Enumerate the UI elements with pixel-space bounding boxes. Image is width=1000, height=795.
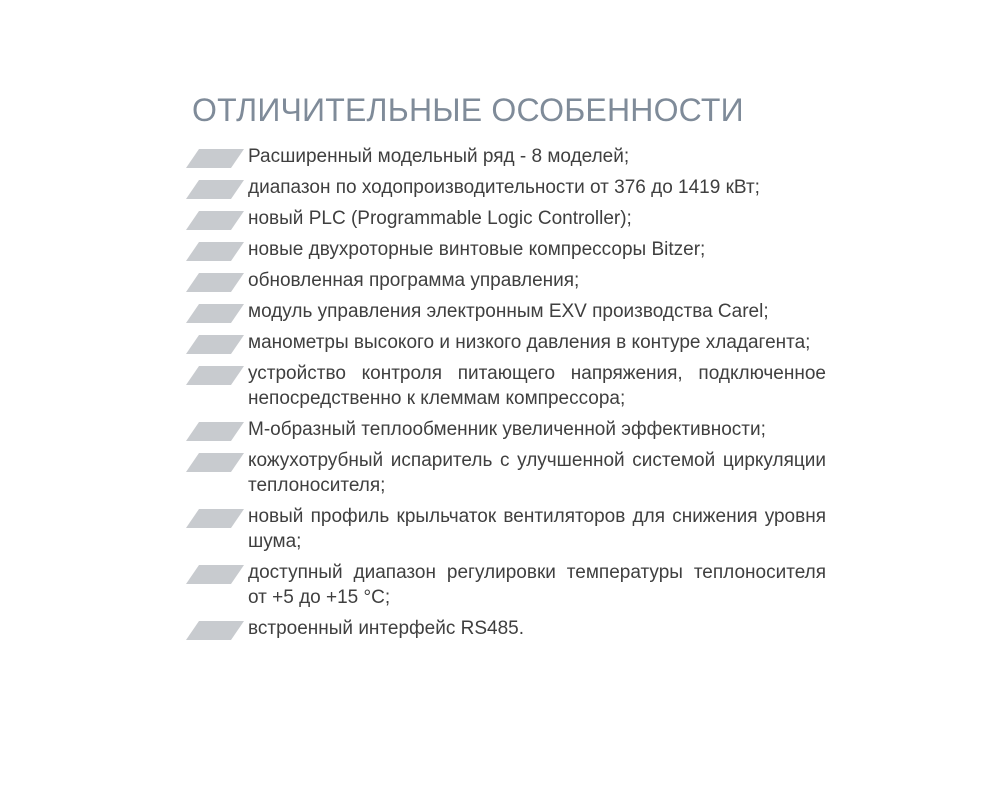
feature-text: Расширенный модельный ряд - 8 моделей; bbox=[248, 146, 630, 167]
feature-item bbox=[186, 175, 826, 200]
feature-text: диапазон по ходопроизводительности от 376 до 1419 кВт; bbox=[248, 177, 760, 198]
feature-item bbox=[186, 268, 826, 293]
feature-text: встроенный интерфейс RS485. bbox=[248, 618, 525, 639]
parallelogram-bullet-icon bbox=[186, 273, 244, 292]
parallelogram-bullet-icon bbox=[186, 304, 244, 323]
feature-list bbox=[186, 144, 826, 641]
feature-text: манометры высокого и низкого давления в контуре хладагента; bbox=[248, 332, 811, 353]
parallelogram-bullet-icon bbox=[186, 211, 244, 230]
features-section bbox=[186, 86, 826, 647]
feature-text: кожухотрубный испаритель с улучшенной системой циркуляции теплоносителя; bbox=[248, 450, 826, 496]
feature-text: обновленная программа управления; bbox=[248, 270, 580, 291]
parallelogram-bullet-icon bbox=[186, 509, 244, 528]
feature-item bbox=[186, 299, 826, 324]
feature-text: новый профиль крыльчаток вентиляторов для снижения уровня шума; bbox=[248, 506, 826, 552]
feature-item bbox=[186, 144, 826, 169]
feature-item bbox=[186, 560, 826, 610]
parallelogram-bullet-icon bbox=[186, 565, 244, 584]
parallelogram-bullet-icon bbox=[186, 242, 244, 261]
feature-item bbox=[186, 417, 826, 442]
parallelogram-bullet-icon bbox=[186, 335, 244, 354]
section-title: ОТЛИЧИТЕЛЬНЫЕ ОСОБЕННОСТИ bbox=[192, 92, 744, 128]
feature-item bbox=[186, 448, 826, 498]
feature-item bbox=[186, 330, 826, 355]
parallelogram-bullet-icon bbox=[186, 621, 244, 640]
feature-text: доступный диапазон регулировки температуры теплоносителя от +5 до +15 °С; bbox=[248, 562, 826, 608]
feature-item bbox=[186, 237, 826, 262]
feature-text: модуль управления электронным EXV производства Carel; bbox=[248, 301, 769, 322]
parallelogram-bullet-icon bbox=[186, 422, 244, 441]
feature-text: новый PLC (Programmable Logic Controller); bbox=[248, 208, 632, 229]
feature-text: новые двухроторные винтовые компрессоры Bitzer; bbox=[248, 239, 706, 260]
parallelogram-bullet-icon bbox=[186, 180, 244, 199]
feature-item bbox=[186, 361, 826, 411]
feature-item bbox=[186, 504, 826, 554]
parallelogram-bullet-icon bbox=[186, 453, 244, 472]
feature-item bbox=[186, 206, 826, 231]
parallelogram-bullet-icon bbox=[186, 149, 244, 168]
feature-text: М-образный теплообменник увеличенной эффективности; bbox=[248, 419, 766, 440]
feature-text: устройство контроля питающего напряжения, подключенное непосредственно к клеммам компрессора; bbox=[248, 363, 826, 409]
parallelogram-bullet-icon bbox=[186, 366, 244, 385]
feature-item bbox=[186, 616, 826, 641]
